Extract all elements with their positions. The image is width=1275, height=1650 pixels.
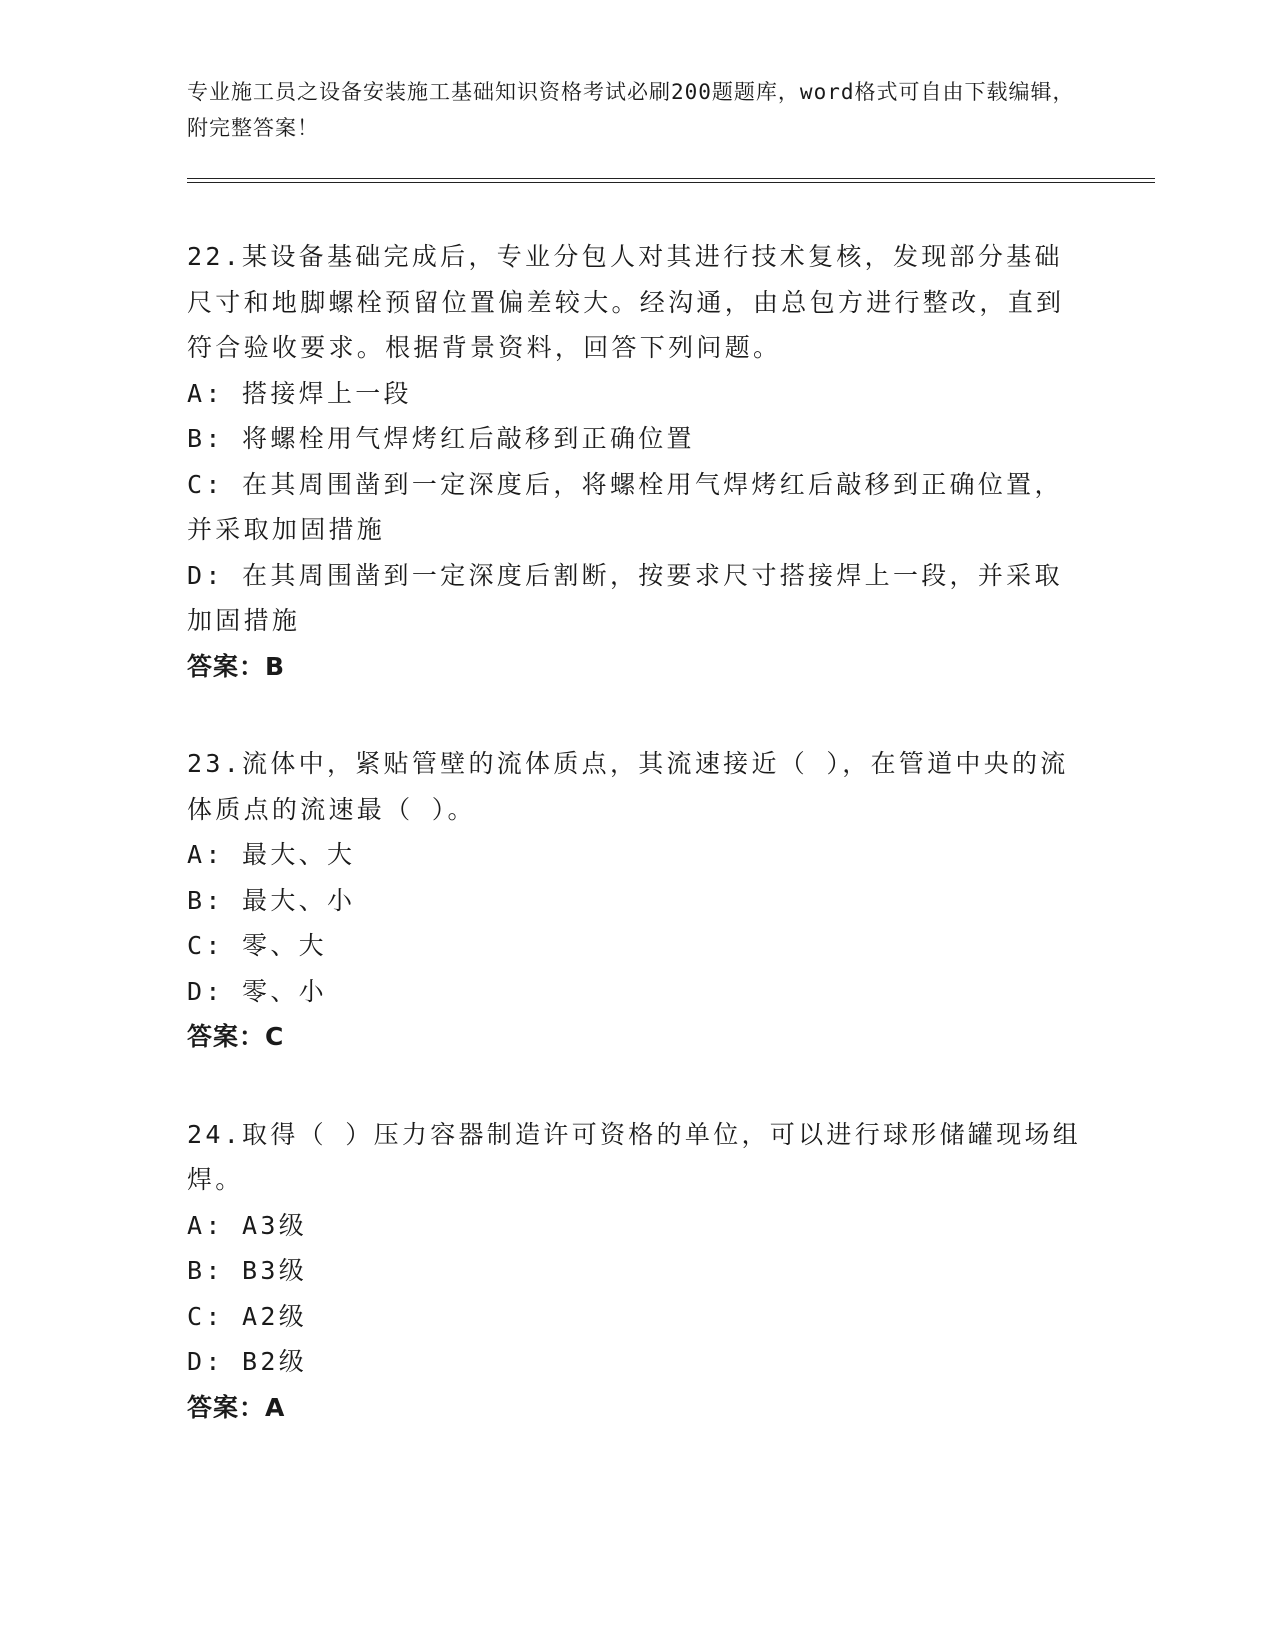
answer: 答案：B [187,651,286,681]
option-a: A: A3级 [187,1210,308,1240]
question-22 [187,234,1087,689]
question-stem: 23.流体中，紧贴管壁的流体质点，其流速接近（ ），在管道中央的流体质点的流速最（ ）。 [187,749,1069,824]
option-b: B: B3级 [187,1256,308,1285]
option-c: C: 在其周围凿到一定深度后，将螺栓用气焊烤红后敲移到正确位置，并采取加固措施 [187,469,1063,544]
question-24 [187,1112,1087,1431]
header-double-rule [187,178,1155,183]
option-d: D: B2级 [187,1347,308,1376]
question-23 [187,741,1087,1060]
question-list [187,234,1087,1482]
option-b: B: 将螺栓用气焊烤红后敲移到正确位置 [187,424,695,453]
question-stem: 22.某设备基础完成后，专业分包人对其进行技术复核，发现部分基础尺寸和地脚螺栓预留位置偏差较大。经沟通，由总包方进行整改，直到符合验收要求。根据背景资料，回答下列问题。 [187,242,1065,362]
document-title: 专业施工员之设备安装施工基础知识资格考试必刷200题题库，word格式可自由下载编辑，附完整答案！ [187,80,1075,140]
option-d: D: 在其周围凿到一定深度后割断，按要求尺寸搭接焊上一段，并采取加固措施 [187,560,1063,635]
option-c: C: 零、大 [187,931,327,960]
option-a: A: 搭接焊上一段 [187,378,412,408]
option-b: B: 最大、小 [187,885,356,915]
question-stem: 24.取得（ ）压力容器制造许可资格的单位，可以进行球形储罐现场组焊。 [187,1119,1082,1194]
option-d: D: 零、小 [187,976,327,1006]
option-a: A: 最大、大 [187,840,356,869]
option-c: C: A2级 [187,1301,308,1331]
answer: 答案：A [187,1392,286,1422]
answer: 答案：C [187,1022,285,1051]
page-header [187,74,1087,146]
